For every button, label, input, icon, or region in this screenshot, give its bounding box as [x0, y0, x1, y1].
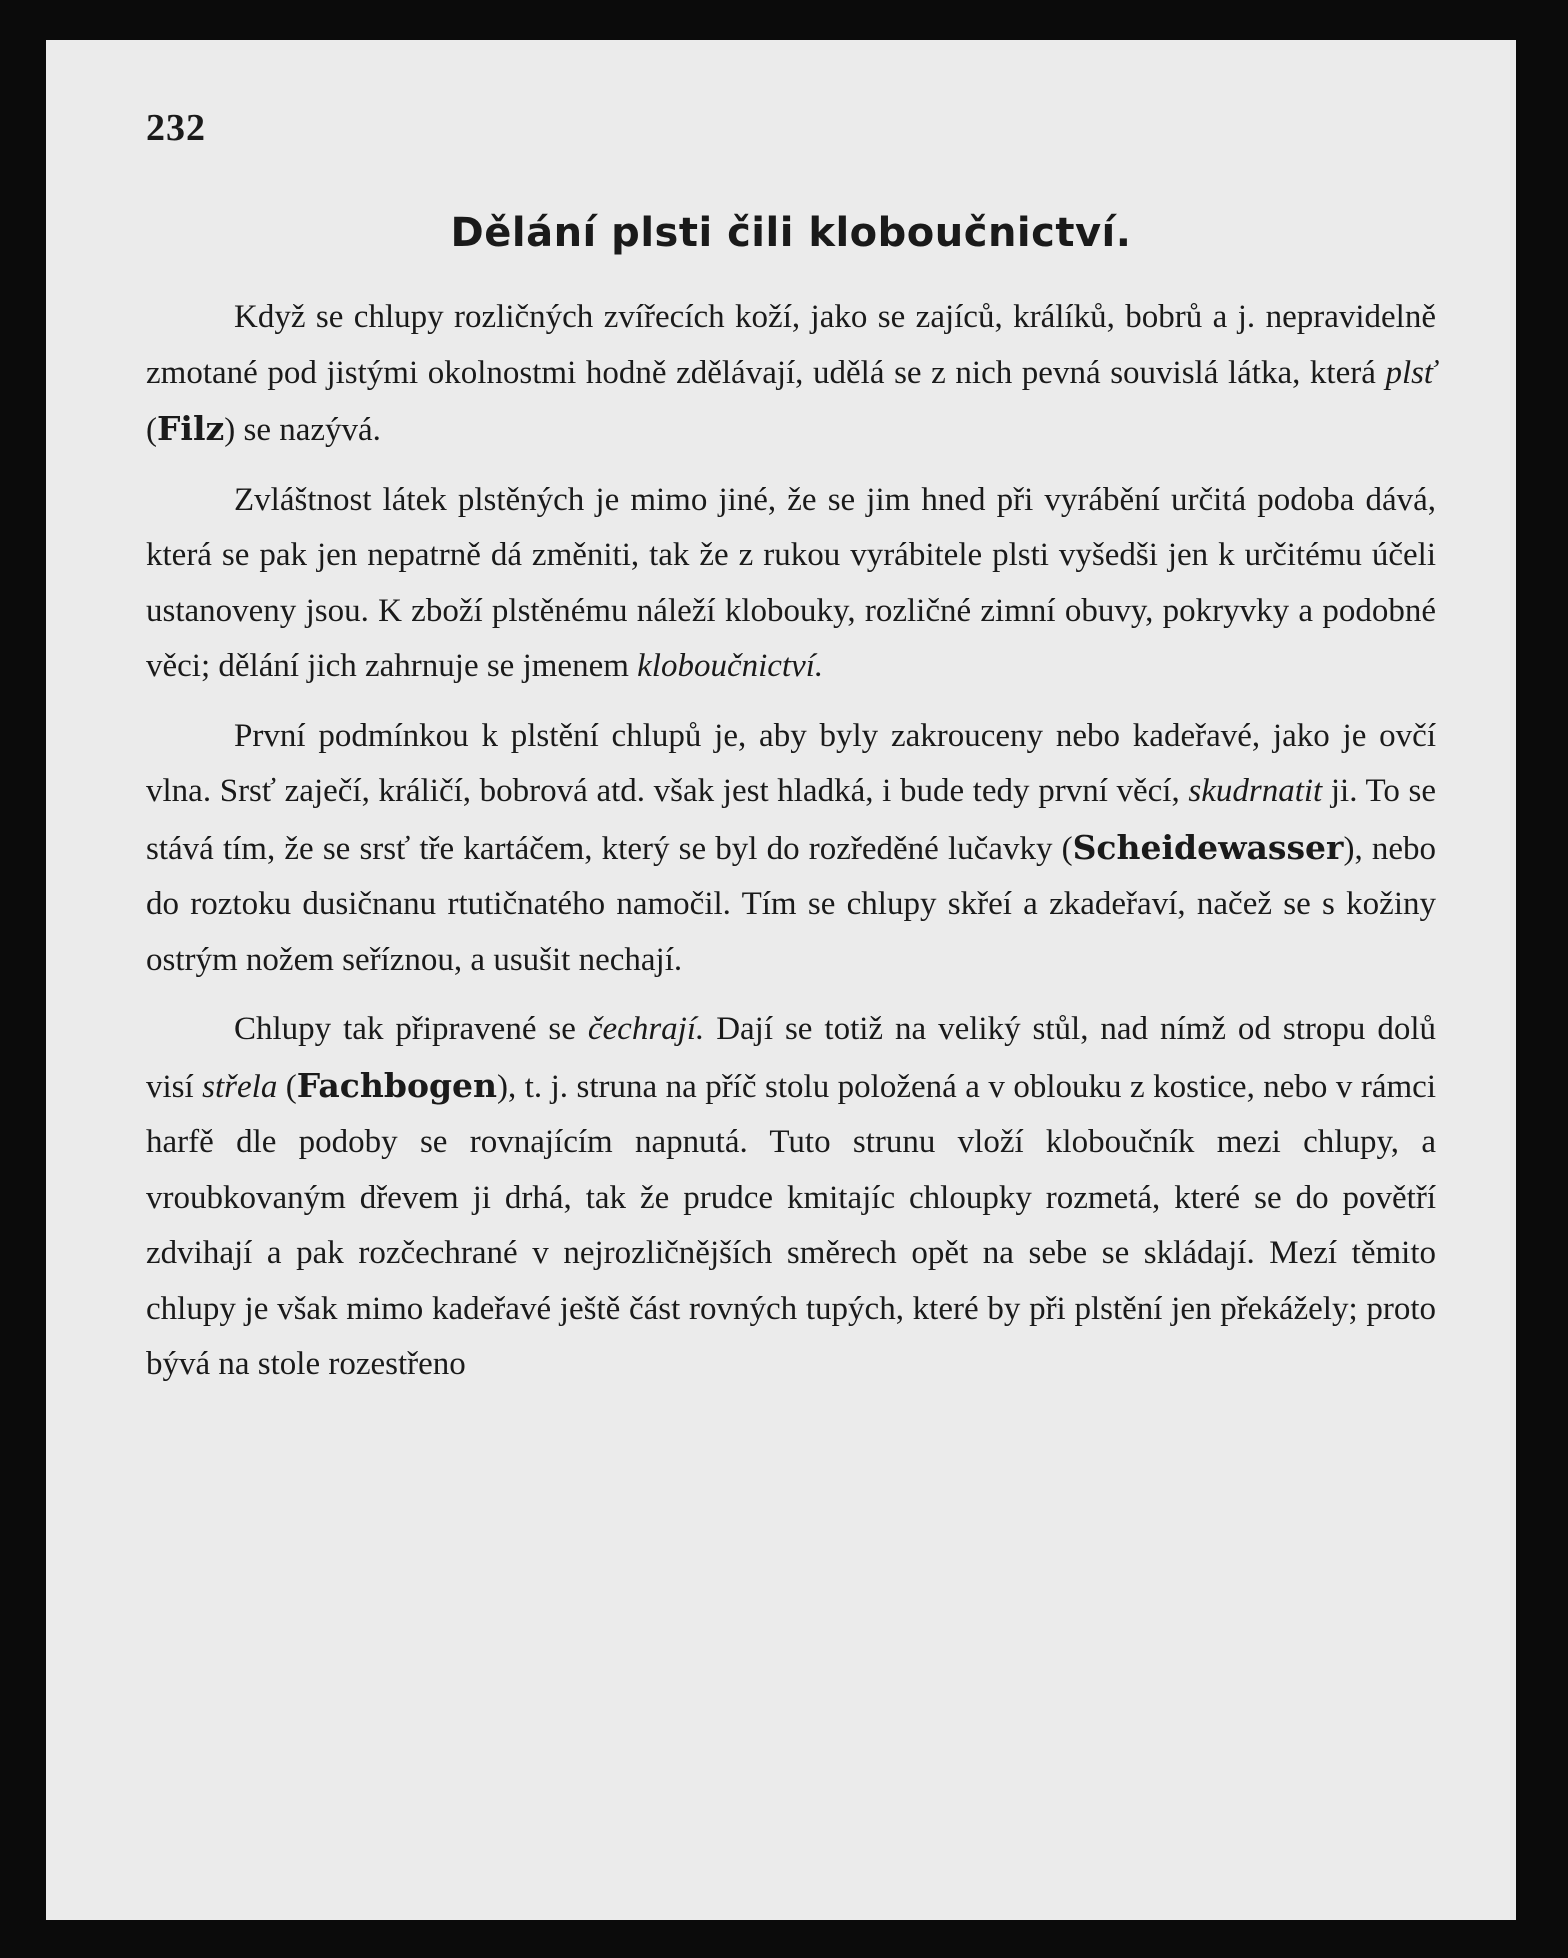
book-page [46, 40, 1516, 1920]
text-run: ( [277, 1068, 297, 1105]
paragraph [146, 473, 1436, 695]
page-number: 232 [146, 107, 206, 149]
text-run: ) se nazývá. [224, 412, 381, 448]
fraktur-run: Fachbogen [296, 1065, 498, 1105]
page-body [146, 290, 1436, 1393]
text-run: ( [146, 412, 157, 448]
text-run: Chlupy tak připravené se [234, 1011, 588, 1047]
fraktur-run: Scheidewasser [1072, 827, 1344, 867]
chapter-title: Dělání plsti čili kloboučnictví. [450, 210, 1132, 256]
emphasis-run: kloboučnictví. [637, 648, 824, 684]
text-run: ), nebo do roztoku dusičnanu rtutičnatého namočil. Tím se chlupy skřeí a zkadeřaví, načež se s kožiny ostrým nožem seříznou, a usušit nechají. [146, 830, 1436, 978]
text-run: Když se chlupy rozličných zvířecích koží, jako se zajíců, králíků, bobrů a j. nepravidelně zmotané pod jistými okolnostmi hodně zdělávají, udělá se z nich pevná souvislá látka, která [146, 299, 1436, 391]
text-run: První podmínkou k plstění chlupů je, aby byly zakrouceny nebo kadeřavé, jako je ovčí vlna. Srsť zaječí, králičí, bobrová atd. však jest hladká, i bude tedy první věcí, [146, 717, 1436, 809]
paragraph [146, 709, 1436, 989]
text-run: ), t. j. struna na příč stolu položená a v oblouku z kostice, nebo v rámci harfě dle podoby se rovnajícím napnutá. Tuto strunu vloží kloboučník mezi chlupy, a vroubkovaným dřevem ji drhá, tak že prudce kmitajíc chloupky rozmetá, které se do povětří zdvihají a pak rozčechrané v nejrozličnějších směrech opět na sebe se skládají. Mezí těmito chlupy je však mimo kadeřavé ještě část rovných tupých, které by při plstění jen překážely; proto bývá na stole rozestřeno [146, 1068, 1436, 1382]
emphasis-run: skudrnatit [1188, 773, 1323, 809]
text-run: ji. To se stává tím, že se srsť tře kartáčem, který se byl do rozředěné lučavky ( [146, 773, 1436, 867]
emphasis-run: střela [202, 1068, 278, 1105]
paragraph [146, 1002, 1436, 1393]
paragraph [146, 290, 1436, 459]
emphasis-run: čechrají. [587, 1011, 705, 1047]
text-run: Dají se totiž na veliký stůl, nad nímž od stropu dolů visí [146, 1011, 1436, 1105]
emphasis-run: plsť [1385, 354, 1436, 391]
fraktur-run: Filz [157, 409, 225, 448]
text-run: Zvláštnost látek plstěných je mimo jiné, že se jim hned při vyrábění určitá podoba dává, která se pak jen nepatrně dá změniti, tak že z rukou vyrábitele plsti vyšedši jen k určitému účeli ustanoveny jsou. K zboží plstěnému náleží klobouky, rozličné zimní obuvy, pokryvky a podobné věci; dělání jich zahrnuje se jmenem [146, 481, 1436, 684]
